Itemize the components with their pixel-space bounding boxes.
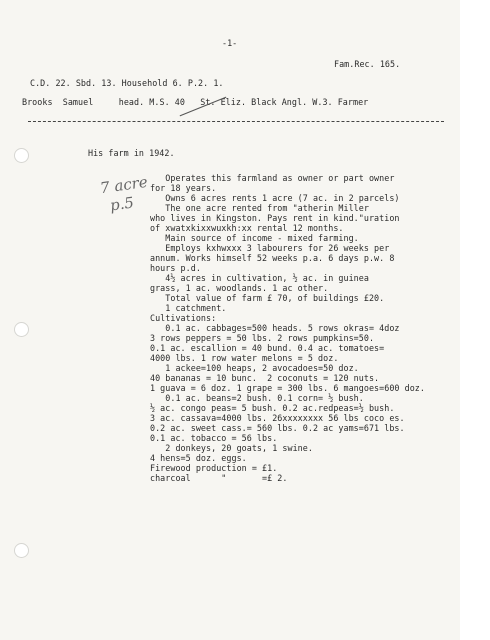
body-line: annum. Works himself 52 weeks p.a. 6 days p.w. 8: [150, 253, 395, 263]
body-line: 1 catchment.: [150, 303, 227, 313]
punch-hole: [14, 322, 29, 337]
body-line: Firewood production = £1.: [150, 463, 278, 473]
body-line: hours p.d.: [150, 263, 201, 273]
body-line: 2 donkeys, 20 goats, 1 swine.: [150, 443, 313, 453]
section-heading: His farm in 1942.: [88, 148, 175, 158]
body-line: 0.1 ac. beans=2 bush. 0.1 corn= ½ bush.: [150, 393, 364, 403]
census-reference: C.D. 22. Sbd. 13. Household 6. P.2. 1.: [30, 78, 224, 88]
body-line: 0.1 ac. tobacco = 56 lbs.: [150, 433, 278, 443]
body-line: Cultivations:: [150, 313, 217, 323]
body-line: Main source of income - mixed farming.: [150, 233, 359, 243]
handwritten-note: p.5: [108, 193, 136, 215]
body-line: 3 ac. cassava=4000 lbs. 26xxxxxxxx 56 lbs coco es.: [150, 413, 405, 423]
handwritten-note: 7 acre: [98, 172, 149, 198]
body-line: 3 rows peppers = 50 lbs. 2 rows pumpkins=50.: [150, 333, 375, 343]
punch-hole: [14, 543, 29, 558]
body-line: ½ ac. congo peas= 5 bush. 0.2 ac.redpeas=½ bush.: [150, 403, 395, 413]
body-line: The one acre rented from "atherin Miller: [150, 203, 369, 213]
body-line: 4 hens=5 doz. eggs.: [150, 453, 247, 463]
punch-hole: [14, 148, 29, 163]
body-line: Total value of farm £ 70, of buildings £20.: [150, 293, 385, 303]
person-line: Brooks Samuel head. M.S. 40 St. Eliz. Black Angl. W.3. Farmer: [22, 97, 369, 107]
divider-rule: [28, 121, 444, 122]
body-line: 4000 lbs. 1 row water melons = 5 doz.: [150, 353, 339, 363]
body-line: charcoal " =£ 2.: [150, 473, 288, 483]
record-reference: Fam.Rec. 165.: [334, 59, 401, 69]
body-line: grass, 1 ac. woodlands. 1 ac other.: [150, 283, 329, 293]
typed-body: [150, 173, 425, 483]
body-line: for 18 years.: [150, 183, 217, 193]
body-line: 0.2 ac. sweet cass.= 560 lbs. 0.2 ac yams=671 lbs.: [150, 423, 405, 433]
body-line: 4½ acres in cultivation, ½ ac. in guinea: [150, 273, 369, 283]
page-number: -1-: [222, 38, 238, 48]
body-line: Operates this farmland as owner or part owner: [150, 173, 395, 183]
body-line: 40 bananas = 10 bunc. 2 coconuts = 120 nuts.: [150, 373, 380, 383]
body-line: 1 guava = 6 doz. 1 grape = 300 lbs. 6 mangoes=600 doz.: [150, 383, 425, 393]
background-edge: [460, 0, 490, 640]
body-line: who lives in Kingston. Pays rent in kind."uration: [150, 213, 400, 223]
body-line: 0.1 ac. escallion = 40 bund. 0.4 ac. tomatoes=: [150, 343, 385, 353]
body-line: Owns 6 acres rents 1 acre (7 ac. in 2 parcels): [150, 193, 400, 203]
body-line: of xwatxkixxwuxkh:xx rental 12 months.: [150, 223, 344, 233]
body-line: Employs kxhwxxx 3 labourers for 26 weeks per: [150, 243, 390, 253]
body-line: 1 ackee=100 heaps, 2 avocadoes=50 doz.: [150, 363, 359, 373]
body-line: 0.1 ac. cabbages=500 heads. 5 rows okras= 4doz: [150, 323, 400, 333]
